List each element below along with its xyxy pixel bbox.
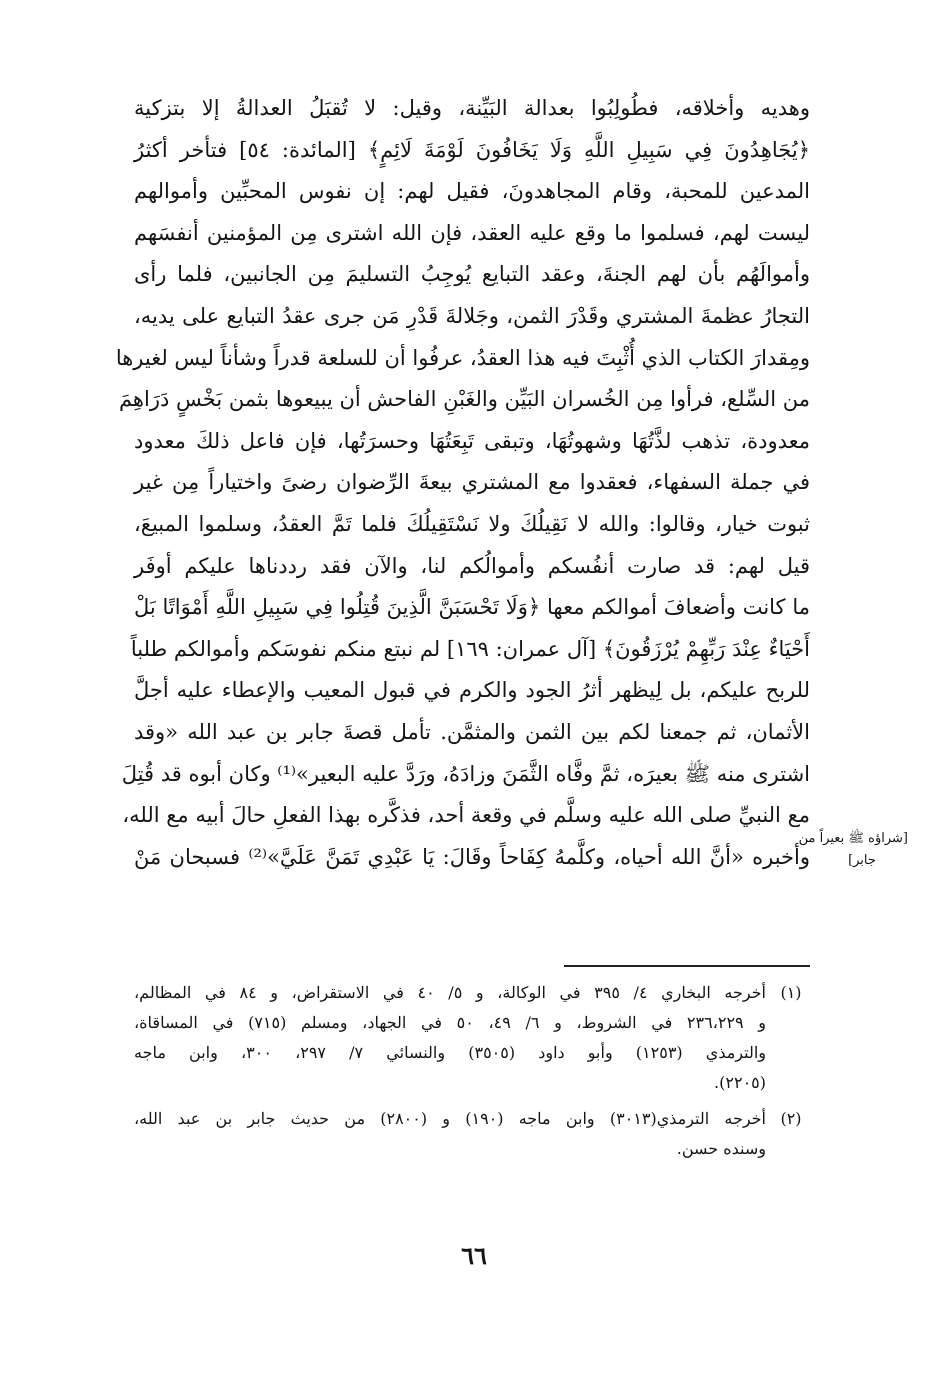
footnote-line: أخرجه البخاري ٤/ ٣٩٥ في الوكالة، و ٥/ ٤٠ في الاستقراض، و ٨٤ في المظالم، <box>134 983 767 1002</box>
text-line: للربح عليكم، بل لِيظهر أثرُ الجود والكرم في قبول المعيب والإعطاء عليه أجلَّ <box>134 678 810 703</box>
text-line: من السِّلع، فرأوا مِن الخُسران البَيِّن والغَبْنِ الفاحش أن يبيعوها بثمن بَخْسٍ دَرَاهِمَ <box>118 387 810 412</box>
text-line: ومِقدارَ الكتاب الذي أُثْبِتَ فيه هذا العقدُ، عرفُوا أن للسلعة قدراً وشأناً ليس لغيرها <box>115 345 810 370</box>
text-line: وأموالَهُم بأن لهم الجنةَ، وعقد التبايع يُوجِبُ التسليمَ مِن الجانبين، فلما رأى <box>134 262 810 287</box>
footnote-1 <box>134 978 810 1098</box>
footnote-text <box>134 978 766 1098</box>
footnote-separator <box>564 965 810 967</box>
text-line: قيل لهم: قد صارت أنفُسكم وأموالُكم لنا، والآن فقد رددناها عليكم أوفَر <box>134 553 810 578</box>
text-line: أَحْيَاءٌ عِنْدَ رَبِّهِمْ يُرْزَقُونَ﴾ [آل عمران: ١٦٩] لم نبتع منكم نفوسَكم وأموالكم طلباً <box>130 636 810 661</box>
margin-note <box>798 828 908 872</box>
text-line: ﴿يُجَاهِدُونَ فِي سَبِيلِ اللَّهِ وَلَا يَخَافُونَ لَوْمَةَ لَائِمٍ﴾ [المائدة: ٥٤] فتأخر أكثرُ <box>134 137 810 162</box>
margin-note-line: جابر] <box>848 853 876 868</box>
text-line: وأخبره «أنَّ الله أحياه، وكلَّمهُ كِفَاحاً وقَالَ: يَا عَبْدِي تَمَنَّ عَلَيَّ»⁽²⁾ فسبحان مَنْ <box>134 844 810 869</box>
footnote-line: وسنده حسن. <box>676 1139 766 1158</box>
text-line: ما كانت وأضعافَ أموالكم معها ﴿وَلَا تَحْسَبَنَّ الَّذِينَ قُتِلُوا فِي سَبِيلِ اللَّهِ أَمْوَاتًا بَلْ <box>134 595 810 620</box>
text-line: اشترى منه ﷺ بعيرَه، ثمَّ وفَّاه الثَّمَنَ وزادَهُ، ورَدَّ عليه البعير»⁽¹⁾ وكان أبوه قد قُتِلَ <box>121 761 810 786</box>
page-number: ٦٦ <box>461 1241 487 1270</box>
text-line: في جملة السفهاء، فعقدوا مع المشتري بيعةَ الرِّضوان رضىً واختياراً مِن غير <box>134 470 810 495</box>
text-line: المدعين للمحبة، وقام المجاهدونَ، فقيل لهم: إن نفوس المحبِّين وأموالهم <box>134 179 810 204</box>
text-line: مع النبيِّ صلى الله عليه وسلَّم في وقعة أحد، فذكَّره بهذا الفعلِ حالَ أبيه مع الله، <box>122 803 810 828</box>
footnote-line: والترمذي (١٢٥٣) وأبو داود (٣٥٠٥) والنسائي ٧/ ٢٩٧، ٣٠٠، وابن ماجه <box>134 1043 766 1062</box>
main-text <box>115 88 810 878</box>
footnote-line: (٢٢٠٥). <box>714 1073 766 1092</box>
footnote-number: (١) <box>780 983 802 1002</box>
footnote-line: و ٢٣٦،٢٢٩ في الشروط، و ٦/ ٤٩، ٥٠ في الجهاد، ومسلم (٧١٥) في المساقاة، <box>134 1013 767 1032</box>
text-line: الأثمان، ثم جمعنا لكم بين الثمن والمثمَّن. تأمل قصةَ جابر بن عبد الله «وقد <box>134 719 810 744</box>
text-line: التجارُ عظمةَ المشتري وقَدْرَ الثمن، وجَلالةَ قَدْرِ مَن جرى عقدُ التبايع على يديه، <box>134 303 810 328</box>
footnote-2 <box>134 1104 810 1164</box>
text-line: ليست لهم، فسلموا ما وقع عليه العقد، فإن الله اشترى مِن المؤمنين أنفسَهم <box>134 220 810 245</box>
footnotes <box>134 978 810 1170</box>
margin-note-line: [شراؤه ﷺ بعيراً من <box>798 831 908 846</box>
footnote-text <box>134 1104 766 1164</box>
footnote-line: أخرجه الترمذي(٣٠١٣) وابن ماجه (١٩٠) و (٢٨٠٠) من حديث جابر بن عبد الله، <box>134 1109 766 1128</box>
footnote-number: (٢) <box>780 1109 802 1128</box>
text-line: ثبوت خيار، وقالوا: والله لا نَقِيلُكَ ولا نَسْتَقِيلُكَ فلما تَمَّ العقدُ، وسلموا المبيعَ، <box>134 511 810 536</box>
text-line: معدودة، تذهب لذَّتُهَا وشهوتُهَا، وتبقى تَبِعَتُهَا وحسرَتُها، فإن فاعل ذلكَ معدود <box>134 428 810 453</box>
text-line: وهديه وأخلاقه، فطُولِبُوا بعدالة البَيِّنة، وقيل: لا تُقبَلُ العدالةُ إلا بتزكية <box>134 96 810 120</box>
